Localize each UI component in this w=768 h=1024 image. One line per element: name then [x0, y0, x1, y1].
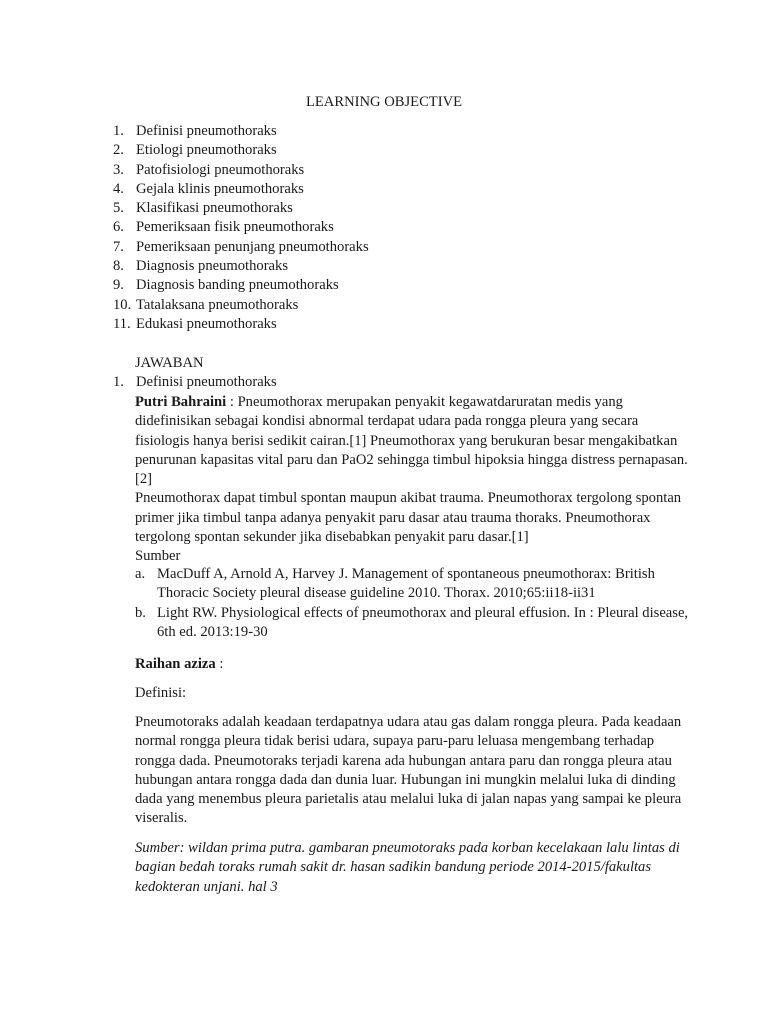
- paragraph-text: : Pneumothorax merupakan penyakit kegawatdaruratan medis yang didefinisikan sebagai kondisi abnormal terdapat udara pada rongga pleura yang secara fisiologis hanya berisi sedikit cairan.[1] Pneumothorax yang berukuran besar mengakibatkan penurunan kapasitas vital paru dan PaO2 sehingga timbul hipoksia hingga distress pernapasan.[2]: [135, 394, 688, 488]
- list-item: [113, 141, 369, 160]
- definisi-label: Definisi:: [135, 685, 187, 701]
- list-item: [113, 257, 369, 276]
- list-item: [113, 180, 369, 199]
- list-number: 11.: [113, 315, 131, 332]
- list-number: 9.: [113, 277, 124, 294]
- list-number: 8.: [113, 258, 124, 275]
- list-text: Diagnosis banding pneumothoraks: [136, 277, 339, 294]
- list-number: 4.: [113, 180, 124, 197]
- list-item: [113, 218, 369, 237]
- reference-text: Light RW. Physiological effects of pneumothorax and pleural effusion. In : Pleural disease, 6th ed. 2013:19-30: [157, 604, 689, 640]
- list-text: Pemeriksaan fisik pneumothoraks: [136, 219, 334, 236]
- list-number: 7.: [113, 238, 124, 255]
- answer-heading: [113, 373, 277, 392]
- reference-letter: a.: [135, 566, 146, 582]
- jawaban-heading: JAWABAN: [135, 355, 204, 371]
- author-name: Raihan aziza: [135, 656, 216, 672]
- reference-letter: b.: [135, 604, 146, 621]
- reference-item: [135, 565, 695, 604]
- list-text: Patofisiologi pneumothoraks: [136, 161, 305, 178]
- list-item: [113, 238, 369, 257]
- putri-answer: [135, 393, 695, 567]
- reference-list: [135, 565, 695, 642]
- raihan-paragraph: Pneumotoraks adalah keadaan terdapatnya udara atau gas dalam rongga pleura. Pada keadaan normal rongga pleura tidak berisi udara, supaya paru-paru leluasa mengembang terhadap rongga dada. Pneumotoraks terjadi karena ada hubungan antara paru dan rongga pleura atau hubungan antara rongga dada dan dunia luar. Hubungan ini mungkin melalui luka di dinding dada yang menembus pleura parietalis atau melalui luka di jalan napas yang sampai ke pleura viseralis.: [135, 714, 682, 827]
- list-item: [113, 315, 369, 334]
- list-number: 2.: [113, 142, 124, 159]
- list-item: [113, 296, 369, 315]
- putri-paragraph-1: [135, 393, 695, 489]
- reference-text: MacDuff A, Arnold A, Harvey J. Management of spontaneous pneumothorax: British Thoracic Society pleural disease guideline 2010. Thorax. 2010;65:ii18-ii31: [157, 566, 655, 602]
- author-suffix: :: [215, 656, 224, 672]
- list-text: Gejala klinis pneumothoraks: [136, 180, 304, 197]
- list-number: 6.: [113, 219, 124, 236]
- list-text: Klasifikasi pneumothoraks: [136, 200, 293, 217]
- raihan-heading: [135, 655, 695, 674]
- list-item: [113, 199, 369, 218]
- list-item: [113, 276, 369, 295]
- list-text: Edukasi pneumothoraks: [136, 315, 277, 332]
- list-text: Diagnosis pneumothoraks: [136, 258, 289, 275]
- page-title: LEARNING OBJECTIVE: [305, 94, 463, 110]
- answer-number: 1.: [113, 374, 124, 390]
- sumber-label: Sumber: [135, 548, 181, 565]
- raihan-source: Sumber: wildan prima putra. gambaran pneumotoraks pada korban kecelakaan lalu lintas di bagian bedah toraks rumah sakit dr. hasan sadikin bandung periode 2014-2015/fakultas kedokteran unjani. hal 3: [135, 840, 680, 895]
- putri-paragraph-2: Pneumothorax dapat timbul spontan maupun akibat trauma. Pneumothorax tergolong spontan primer jika timbul tanpa adanya penyakit paru dasar atau trauma thoraks. Pneumothorax tergolong spontan sekunder jika disebabkan penyakit paru dasar.[1]: [135, 490, 682, 546]
- list-number: 3.: [113, 161, 124, 178]
- list-text: Etiologi pneumothoraks: [136, 142, 277, 159]
- answer-heading-text: Definisi pneumothoraks: [136, 374, 277, 390]
- list-item: [113, 122, 369, 141]
- list-number: 5.: [113, 200, 124, 217]
- author-name: Putri Bahraini: [135, 394, 227, 410]
- list-number: 10.: [113, 296, 132, 313]
- list-number: 1.: [113, 123, 124, 139]
- objectives-list: [113, 122, 369, 334]
- list-text: Definisi pneumothoraks: [136, 123, 277, 139]
- list-text: Tatalaksana pneumothoraks: [136, 296, 299, 313]
- reference-item: [135, 604, 695, 643]
- list-text: Pemeriksaan penunjang pneumothoraks: [136, 238, 369, 255]
- list-item: [113, 161, 369, 180]
